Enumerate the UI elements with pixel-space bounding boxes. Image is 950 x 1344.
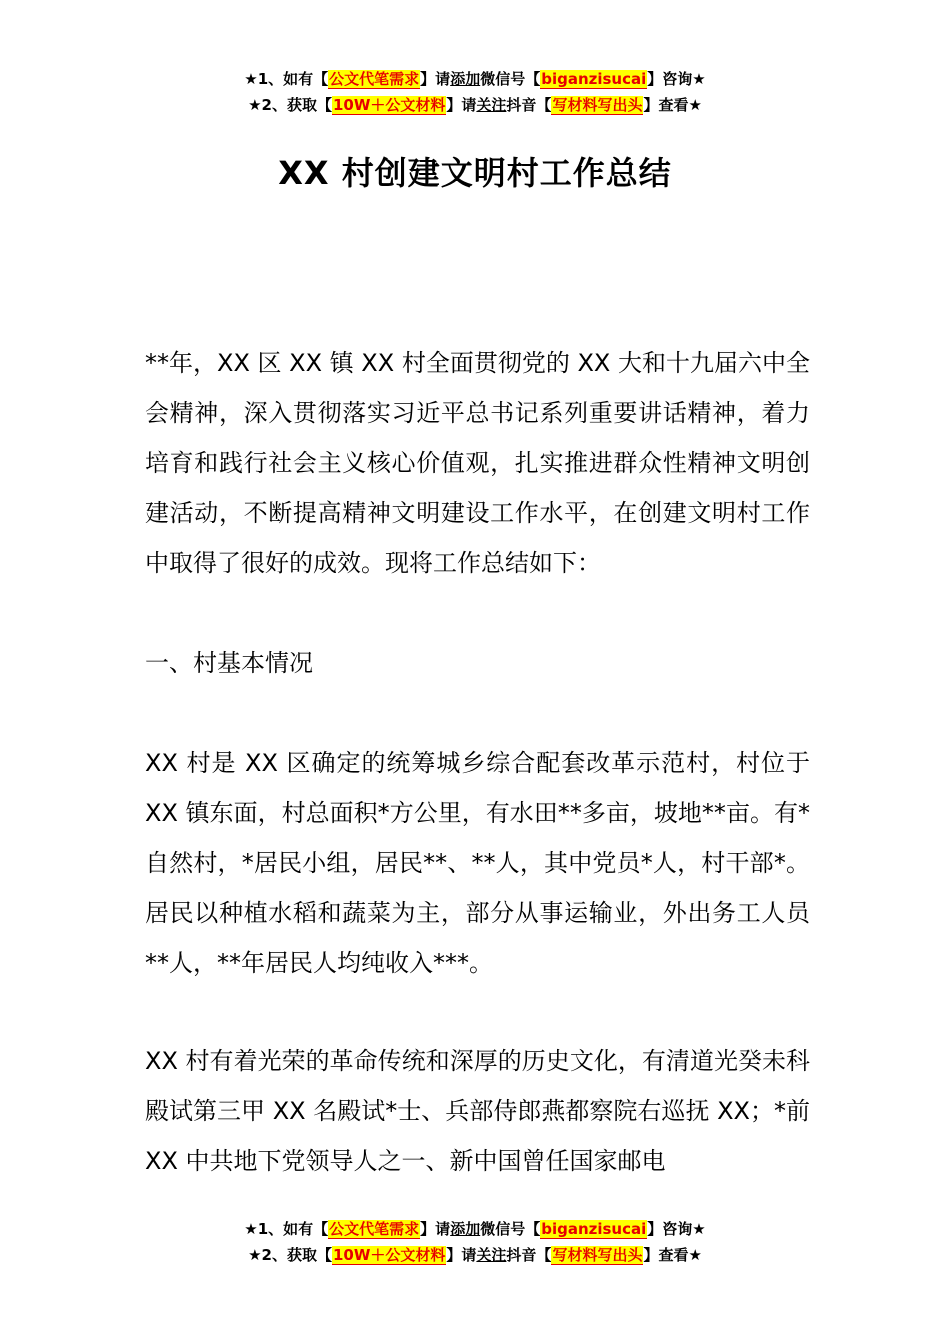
highlight-wechat-id: biganzisucai (541, 70, 647, 88)
banner-text: 】请 (446, 1246, 477, 1264)
footer-banner (0, 1216, 950, 1268)
highlight-materials: 10W＋公文材料 (332, 96, 446, 114)
highlight-wechat-id: biganzisucai (541, 1220, 647, 1238)
banner-text: 】查看★ (643, 96, 702, 114)
section-heading: 一、村基本情况 (145, 649, 313, 677)
banner-line-2 (0, 92, 950, 118)
banner-text: ★2、获取【 (248, 96, 332, 114)
banner-text: 抖音【 (506, 1246, 552, 1264)
document-title: XX 村创建文明村工作总结 (278, 154, 672, 192)
banner-line-1 (0, 1216, 950, 1242)
banner-text: 微信号【 (480, 70, 541, 88)
intro-paragraph: **年，XX 区 XX 镇 XX 村全面贯彻党的 XX 大和十九届六中全会精神，深入贯彻落实习近平总书记系列重要讲话精神，着力培育和践行社会主义核心价值观，扎实推进群众性精神文明创建活动，不断提高精神文明建设工作水平，在创建文明村工作中取得了很好的成效。现将工作总结如下： (145, 349, 810, 577)
body-paragraph: XX 村是 XX 区确定的统筹城乡综合配套改革示范村，村位于 XX 镇东面，村总面积*方公里，有水田**多亩，坡地**亩。有*自然村，*居民小组，居民**、**人，其中党员*人，村干部*。居民以种植水稻和蔬菜为主，部分从事运输业，外出务工人员**人，**年居民人均纯收入***。 (145, 749, 810, 977)
highlight-service: 公文代笔需求 (329, 1220, 420, 1238)
banner-text: 】请 (420, 70, 451, 88)
banner-text: 抖音【 (506, 96, 552, 114)
banner-line-2 (0, 1242, 950, 1268)
banner-text: 微信号【 (480, 1220, 541, 1238)
highlight-materials: 10W＋公文材料 (332, 1246, 446, 1264)
banner-line-1 (0, 66, 950, 92)
banner-emphasis: 添加 (450, 70, 481, 88)
banner-emphasis: 添加 (450, 1220, 481, 1238)
body-paragraph: XX 村有着光荣的革命传统和深厚的历史文化，有清道光癸未科殿试第三甲 XX 名殿试*士、兵部侍郎燕都察院右巡抚 XX；*前 XX 中共地下党领导人之一、新中国曾任国家邮电 (145, 1047, 810, 1175)
highlight-douyin-account: 写材料写出头 (552, 1246, 643, 1264)
banner-text: 】咨询★ (647, 1220, 706, 1238)
banner-text: 】请 (446, 96, 477, 114)
header-banner (0, 66, 950, 118)
banner-text: 】请 (420, 1220, 451, 1238)
banner-text: ★1、如有【 (244, 1220, 329, 1238)
banner-emphasis: 关注 (476, 1246, 507, 1264)
banner-text: ★1、如有【 (244, 70, 329, 88)
banner-text: ★2、获取【 (248, 1246, 332, 1264)
highlight-service: 公文代笔需求 (329, 70, 420, 88)
banner-text: 】咨询★ (647, 70, 706, 88)
highlight-douyin-account: 写材料写出头 (552, 96, 643, 114)
banner-emphasis: 关注 (476, 96, 507, 114)
banner-text: 】查看★ (643, 1246, 702, 1264)
